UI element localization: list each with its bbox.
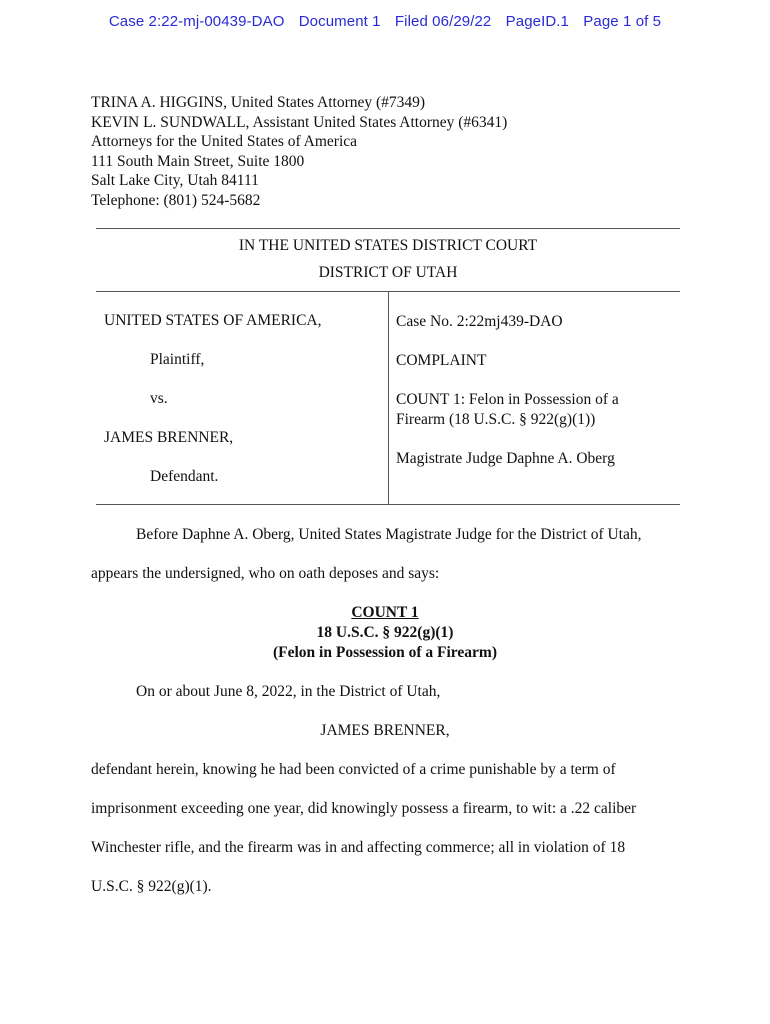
intro-line: appears the undersigned, who on oath deposes and says: <box>91 565 440 582</box>
attorney-line: TRINA A. HIGGINS, United States Attorney (#7349) <box>91 94 426 111</box>
versus: vs. <box>150 390 168 407</box>
charge-line: Winchester rifle, and the firearm was in and affecting commerce; all in violation of 18 <box>91 839 626 856</box>
defendant-role: Defendant. <box>150 468 219 485</box>
page-id-header: PageID.1 <box>505 13 569 30</box>
divider-top <box>96 228 680 229</box>
charge-line: U.S.C. § 922(g)(1). <box>91 878 212 895</box>
count-summary <box>396 390 619 429</box>
attorney-line: KEVIN L. SUNDWALL, Assistant United States Attorney (#6341) <box>91 113 508 131</box>
plaintiff-name: UNITED STATES OF AMERICA, <box>104 312 322 329</box>
charge-defendant: JAMES BRENNER, <box>320 722 450 739</box>
filed-date-header: Filed 06/29/22 <box>394 13 492 30</box>
caption-divider <box>388 291 389 504</box>
document-type: COMPLAINT <box>396 352 487 369</box>
charge-line: defendant herein, knowing he had been convicted of a crime punishable by a term of <box>91 761 616 778</box>
attorney-line: 111 South Main Street, Suite 1800 <box>91 152 305 170</box>
case-number-header: Case 2:22-mj-00439-DAO <box>108 13 285 30</box>
defendant-name: JAMES BRENNER, <box>104 429 234 446</box>
count-statute: 18 U.S.C. § 922(g)(1) <box>316 624 454 641</box>
divider-caption-bottom <box>96 504 680 505</box>
count-heading <box>0 603 770 663</box>
charge-opening: On or about June 8, 2022, in the District of Utah, <box>136 683 441 700</box>
ecf-filing-header <box>0 13 770 30</box>
court-name: IN THE UNITED STATES DISTRICT COURT <box>238 237 538 254</box>
attorney-line: Salt Lake City, Utah 84111 <box>91 172 259 189</box>
attorney-block <box>91 93 507 210</box>
court-district: DISTRICT OF UTAH <box>318 264 458 281</box>
page-count-header: Page 1 of 5 <box>583 13 662 30</box>
case-number: Case No. 2:22mj439-DAO <box>396 313 563 330</box>
charge-line: imprisonment exceeding one year, did knowingly possess a firearm, to wit: a .22 caliber <box>91 800 637 817</box>
attorney-line: Attorneys for the United States of America <box>91 133 358 150</box>
intro-line: Before Daphne A. Oberg, United States Magistrate Judge for the District of Utah, <box>136 526 642 543</box>
magistrate-judge: Magistrate Judge Daphne A. Oberg <box>396 450 615 467</box>
plaintiff-role: Plaintiff, <box>150 351 205 368</box>
count-summary-line: Firearm (18 U.S.C. § 922(g)(1)) <box>396 410 596 428</box>
count-summary-line: COUNT 1: Felon in Possession of a <box>396 391 619 408</box>
count-description: (Felon in Possession of a Firearm) <box>272 644 497 661</box>
attorney-line: Telephone: (801) 524-5682 <box>91 191 261 209</box>
count-title: COUNT 1 <box>351 604 419 621</box>
document-number-header: Document 1 <box>298 13 381 30</box>
